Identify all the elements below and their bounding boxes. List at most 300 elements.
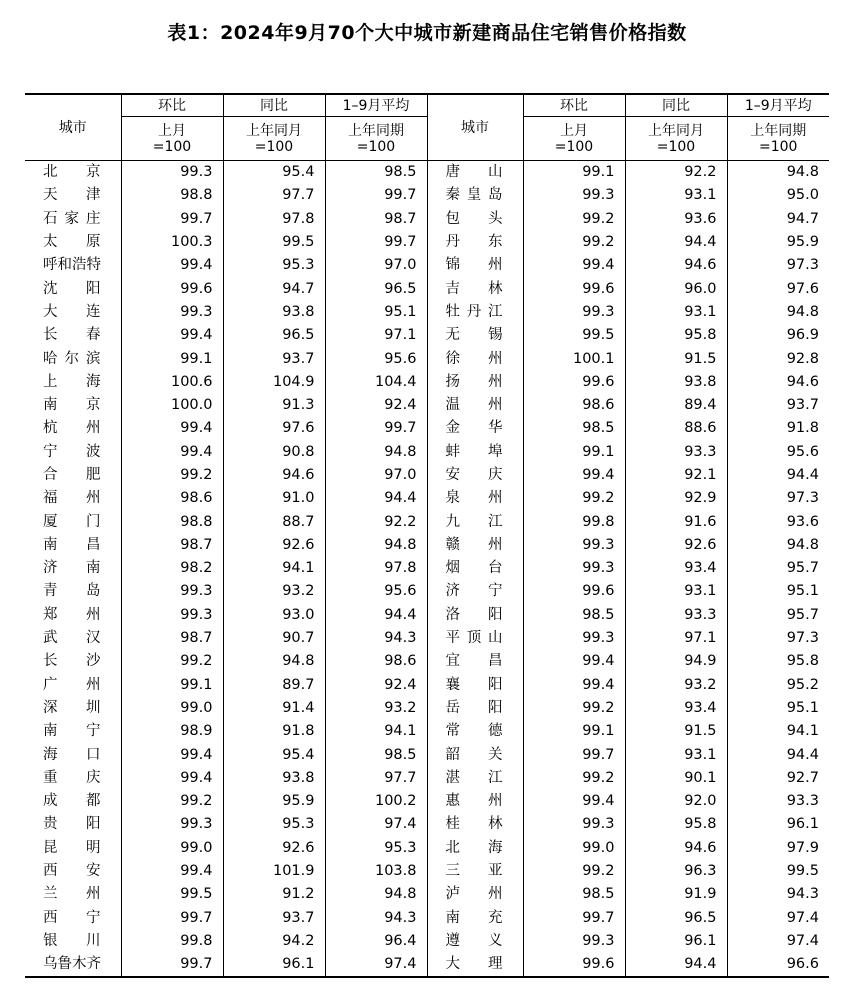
table-row xyxy=(25,394,829,417)
city-name-cell: 海口 xyxy=(43,746,101,763)
table-row xyxy=(25,674,829,697)
city-name-cell: 兰州 xyxy=(43,886,101,903)
yoy-value-cell: 95.3 xyxy=(223,813,325,836)
table-row xyxy=(25,487,829,510)
yoy-value-cell: 93.8 xyxy=(223,301,325,324)
city-name-cell: 赣州 xyxy=(427,534,523,557)
yoy-value-cell: 92.1 xyxy=(625,464,727,487)
city-name-cell: 蚌埠 xyxy=(427,441,523,464)
city-name-cell: 秦皇岛 xyxy=(427,184,523,207)
table-row xyxy=(25,510,829,533)
yoy-value-cell: 93.4 xyxy=(625,697,727,720)
table-row xyxy=(25,743,829,766)
yoy-value-cell: 93.3 xyxy=(625,441,727,464)
table-row xyxy=(25,417,829,440)
city-name-cell: 三亚 xyxy=(427,860,523,883)
yoy-value-cell: 93.7 xyxy=(223,347,325,370)
yoy-value-cell: 97.7 xyxy=(223,184,325,207)
mom-value-cell: 99.1 xyxy=(523,161,625,185)
ytd-value-cell: 94.7 xyxy=(727,208,829,231)
yoy-value-cell: 93.6 xyxy=(625,208,727,231)
mom-value-cell: 99.2 xyxy=(523,231,625,254)
city-name-cell: 韶关 xyxy=(427,743,523,766)
city-name-cell: 遵义 xyxy=(427,930,523,953)
city-name-cell: 扬州 xyxy=(427,371,523,394)
ytd-value-cell: 99.7 xyxy=(325,417,427,440)
table-row xyxy=(25,301,829,324)
mom-value-cell: 99.6 xyxy=(523,953,625,977)
mom-value-cell: 99.8 xyxy=(121,930,223,953)
city-name-cell: 太原 xyxy=(43,234,101,251)
yoy-value-cell: 93.2 xyxy=(223,580,325,603)
table-row xyxy=(25,907,829,930)
yoy-value-cell: 92.2 xyxy=(625,161,727,185)
city-name-cell: 吉林 xyxy=(427,277,523,300)
city-name-cell: 郑州 xyxy=(43,606,101,623)
header-ytd-left: 1–9月平均 xyxy=(325,94,427,117)
ytd-value-cell: 95.6 xyxy=(325,580,427,603)
ytd-value-cell: 94.4 xyxy=(325,487,427,510)
ytd-value-cell: 97.4 xyxy=(727,907,829,930)
ytd-value-cell: 93.3 xyxy=(727,790,829,813)
ytd-value-cell: 94.3 xyxy=(727,883,829,906)
mom-value-cell: 98.6 xyxy=(121,487,223,510)
city-name-cell: 无锡 xyxy=(427,324,523,347)
mom-value-cell: 99.3 xyxy=(121,580,223,603)
city-name-cell: 哈尔滨 xyxy=(43,350,101,367)
table-row xyxy=(25,277,829,300)
city-name-cell: 烟台 xyxy=(427,557,523,580)
mom-value-cell: 99.8 xyxy=(523,510,625,533)
mom-value-cell: 100.3 xyxy=(121,231,223,254)
mom-value-cell: 98.8 xyxy=(121,184,223,207)
ytd-value-cell: 95.8 xyxy=(727,650,829,673)
yoy-value-cell: 88.6 xyxy=(625,417,727,440)
ytd-value-cell: 96.1 xyxy=(727,813,829,836)
city-name-cell: 襄阳 xyxy=(427,674,523,697)
table-row xyxy=(25,650,829,673)
mom-value-cell: 99.2 xyxy=(523,767,625,790)
yoy-value-cell: 94.7 xyxy=(223,277,325,300)
ytd-value-cell: 94.8 xyxy=(727,301,829,324)
ytd-value-cell: 99.7 xyxy=(325,184,427,207)
yoy-value-cell: 94.2 xyxy=(223,930,325,953)
header-mom-base-right: 上月 =100 xyxy=(523,117,625,161)
yoy-value-cell: 99.5 xyxy=(223,231,325,254)
ytd-value-cell: 98.5 xyxy=(325,743,427,766)
page-title: 表1：2024年9月70个大中城市新建商品住宅销售价格指数 xyxy=(167,22,687,44)
ytd-value-cell: 93.6 xyxy=(727,510,829,533)
ytd-value-cell: 95.0 xyxy=(727,184,829,207)
ytd-value-cell: 104.4 xyxy=(325,371,427,394)
yoy-value-cell: 92.6 xyxy=(223,837,325,860)
header-ytd-right: 1–9月平均 xyxy=(727,94,829,117)
yoy-value-cell: 96.5 xyxy=(625,907,727,930)
city-name-cell: 常德 xyxy=(427,720,523,743)
yoy-value-cell: 94.9 xyxy=(625,650,727,673)
yoy-value-cell: 96.5 xyxy=(223,324,325,347)
header-city-right: 城市 xyxy=(427,94,523,161)
yoy-value-cell: 93.7 xyxy=(223,907,325,930)
mom-value-cell: 99.3 xyxy=(523,627,625,650)
ytd-value-cell: 97.3 xyxy=(727,487,829,510)
yoy-value-cell: 93.1 xyxy=(625,184,727,207)
city-name-cell: 昆明 xyxy=(43,839,101,856)
ytd-value-cell: 99.7 xyxy=(325,231,427,254)
city-name-cell: 南京 xyxy=(43,397,101,414)
ytd-value-cell: 94.4 xyxy=(325,604,427,627)
yoy-value-cell: 94.4 xyxy=(625,953,727,977)
mom-value-cell: 99.7 xyxy=(121,953,223,977)
city-name-cell: 长沙 xyxy=(43,653,101,670)
mom-value-cell: 99.4 xyxy=(523,650,625,673)
city-name-cell: 深圳 xyxy=(43,699,101,716)
ytd-value-cell: 94.6 xyxy=(727,371,829,394)
city-name-cell: 武汉 xyxy=(43,630,101,647)
mom-value-cell: 99.7 xyxy=(121,907,223,930)
table-row xyxy=(25,813,829,836)
city-name-cell: 厦门 xyxy=(43,513,101,530)
city-name-cell: 包头 xyxy=(427,208,523,231)
mom-value-cell: 99.2 xyxy=(523,487,625,510)
mom-value-cell: 99.6 xyxy=(523,371,625,394)
mom-value-cell: 99.4 xyxy=(121,767,223,790)
ytd-value-cell: 96.6 xyxy=(727,953,829,977)
ytd-value-cell: 93.2 xyxy=(325,697,427,720)
ytd-value-cell: 94.8 xyxy=(727,161,829,185)
ytd-value-cell: 95.1 xyxy=(325,301,427,324)
ytd-value-cell: 92.4 xyxy=(325,394,427,417)
mom-value-cell: 98.8 xyxy=(121,510,223,533)
yoy-value-cell: 97.1 xyxy=(625,627,727,650)
mom-value-cell: 99.4 xyxy=(523,254,625,277)
ytd-value-cell: 95.1 xyxy=(727,580,829,603)
mom-value-cell: 99.3 xyxy=(523,813,625,836)
yoy-value-cell: 91.0 xyxy=(223,487,325,510)
ytd-value-cell: 94.1 xyxy=(727,720,829,743)
city-name-cell: 南宁 xyxy=(43,723,101,740)
ytd-value-cell: 95.1 xyxy=(727,697,829,720)
ytd-value-cell: 92.2 xyxy=(325,510,427,533)
ytd-value-cell: 97.6 xyxy=(727,277,829,300)
header-yoy-base-left: 上年同月 =100 xyxy=(223,117,325,161)
yoy-value-cell: 96.1 xyxy=(223,953,325,977)
city-name-cell: 天津 xyxy=(43,187,101,204)
city-name-cell: 南充 xyxy=(427,907,523,930)
ytd-value-cell: 92.4 xyxy=(325,674,427,697)
ytd-value-cell: 92.7 xyxy=(727,767,829,790)
mom-value-cell: 99.4 xyxy=(121,417,223,440)
yoy-value-cell: 93.0 xyxy=(223,604,325,627)
ytd-value-cell: 91.8 xyxy=(727,417,829,440)
mom-value-cell: 99.3 xyxy=(523,557,625,580)
table-row xyxy=(25,534,829,557)
price-index-table xyxy=(25,93,829,978)
city-name-cell: 安庆 xyxy=(427,464,523,487)
mom-value-cell: 99.4 xyxy=(121,254,223,277)
table-row xyxy=(25,557,829,580)
mom-value-cell: 99.4 xyxy=(523,464,625,487)
ytd-value-cell: 95.6 xyxy=(727,441,829,464)
city-name-cell: 石家庄 xyxy=(43,210,101,227)
yoy-value-cell: 91.4 xyxy=(223,697,325,720)
city-name-cell: 西安 xyxy=(43,863,101,880)
ytd-value-cell: 94.8 xyxy=(325,883,427,906)
ytd-value-cell: 96.4 xyxy=(325,930,427,953)
city-name-cell: 丹东 xyxy=(427,231,523,254)
yoy-value-cell: 95.4 xyxy=(223,743,325,766)
city-name-cell: 徐州 xyxy=(427,347,523,370)
city-name-cell: 重庆 xyxy=(43,769,101,786)
table-row xyxy=(25,627,829,650)
mom-value-cell: 99.2 xyxy=(121,790,223,813)
city-name-cell: 成都 xyxy=(43,793,101,810)
yoy-value-cell: 89.4 xyxy=(625,394,727,417)
ytd-value-cell: 97.0 xyxy=(325,464,427,487)
city-name-cell: 洛阳 xyxy=(427,604,523,627)
yoy-value-cell: 91.5 xyxy=(625,347,727,370)
yoy-value-cell: 88.7 xyxy=(223,510,325,533)
header-city-left: 城市 xyxy=(25,94,121,161)
mom-value-cell: 99.3 xyxy=(523,930,625,953)
ytd-value-cell: 98.7 xyxy=(325,208,427,231)
table-row xyxy=(25,441,829,464)
city-name-cell: 北京 xyxy=(43,164,101,181)
mom-value-cell: 98.7 xyxy=(121,627,223,650)
city-name-cell: 银川 xyxy=(43,932,101,949)
city-name-cell: 济宁 xyxy=(427,580,523,603)
yoy-value-cell: 93.1 xyxy=(625,580,727,603)
mom-value-cell: 98.6 xyxy=(523,394,625,417)
yoy-value-cell: 92.9 xyxy=(625,487,727,510)
city-name-cell: 南昌 xyxy=(43,536,101,553)
mom-value-cell: 100.0 xyxy=(121,394,223,417)
yoy-value-cell: 92.0 xyxy=(625,790,727,813)
yoy-value-cell: 97.8 xyxy=(223,208,325,231)
mom-value-cell: 99.4 xyxy=(523,674,625,697)
yoy-value-cell: 95.4 xyxy=(223,161,325,185)
city-name-cell: 九江 xyxy=(427,510,523,533)
mom-value-cell: 99.3 xyxy=(121,301,223,324)
mom-value-cell: 99.0 xyxy=(121,697,223,720)
city-name-cell: 宜昌 xyxy=(427,650,523,673)
ytd-value-cell: 95.3 xyxy=(325,837,427,860)
city-name-cell: 惠州 xyxy=(427,790,523,813)
table-row xyxy=(25,767,829,790)
yoy-value-cell: 90.7 xyxy=(223,627,325,650)
table-row xyxy=(25,254,829,277)
mom-value-cell: 99.0 xyxy=(121,837,223,860)
ytd-value-cell: 99.5 xyxy=(727,860,829,883)
mom-value-cell: 98.5 xyxy=(523,417,625,440)
yoy-value-cell: 91.5 xyxy=(625,720,727,743)
table-row xyxy=(25,208,829,231)
city-name-cell: 温州 xyxy=(427,394,523,417)
header-yoy-left: 同比 xyxy=(223,94,325,117)
mom-value-cell: 99.2 xyxy=(523,860,625,883)
yoy-value-cell: 93.2 xyxy=(625,674,727,697)
mom-value-cell: 99.0 xyxy=(523,837,625,860)
yoy-value-cell: 95.3 xyxy=(223,254,325,277)
mom-value-cell: 98.2 xyxy=(121,557,223,580)
mom-value-cell: 99.7 xyxy=(121,208,223,231)
header-mom-base-left: 上月 =100 xyxy=(121,117,223,161)
ytd-value-cell: 97.3 xyxy=(727,254,829,277)
table-row xyxy=(25,883,829,906)
ytd-value-cell: 97.3 xyxy=(727,627,829,650)
yoy-value-cell: 96.1 xyxy=(625,930,727,953)
ytd-value-cell: 94.3 xyxy=(325,907,427,930)
table-row xyxy=(25,161,829,185)
header-yoy-right: 同比 xyxy=(625,94,727,117)
mom-value-cell: 99.1 xyxy=(523,441,625,464)
yoy-value-cell: 92.6 xyxy=(223,534,325,557)
mom-value-cell: 100.6 xyxy=(121,371,223,394)
mom-value-cell: 99.6 xyxy=(523,277,625,300)
mom-value-cell: 99.3 xyxy=(121,604,223,627)
table-row xyxy=(25,790,829,813)
ytd-value-cell: 95.9 xyxy=(727,231,829,254)
ytd-value-cell: 96.9 xyxy=(727,324,829,347)
ytd-value-cell: 97.9 xyxy=(727,837,829,860)
ytd-value-cell: 97.8 xyxy=(325,557,427,580)
yoy-value-cell: 104.9 xyxy=(223,371,325,394)
mom-value-cell: 99.1 xyxy=(121,347,223,370)
yoy-value-cell: 91.6 xyxy=(625,510,727,533)
yoy-value-cell: 94.4 xyxy=(625,231,727,254)
ytd-value-cell: 97.1 xyxy=(325,324,427,347)
ytd-value-cell: 98.6 xyxy=(325,650,427,673)
table-row xyxy=(25,720,829,743)
ytd-value-cell: 94.8 xyxy=(727,534,829,557)
mom-value-cell: 99.1 xyxy=(523,720,625,743)
ytd-value-cell: 94.8 xyxy=(325,441,427,464)
header-ytd-base-right: 上年同期 =100 xyxy=(727,117,829,161)
table-row xyxy=(25,697,829,720)
ytd-value-cell: 103.8 xyxy=(325,860,427,883)
yoy-value-cell: 94.8 xyxy=(223,650,325,673)
mom-value-cell: 99.3 xyxy=(523,301,625,324)
yoy-value-cell: 96.3 xyxy=(625,860,727,883)
table-body xyxy=(25,161,829,978)
city-name-cell: 岳阳 xyxy=(427,697,523,720)
city-name-cell: 贵阳 xyxy=(43,816,101,833)
ytd-value-cell: 95.7 xyxy=(727,557,829,580)
ytd-value-cell: 98.5 xyxy=(325,161,427,185)
mom-value-cell: 99.7 xyxy=(523,907,625,930)
ytd-value-cell: 94.8 xyxy=(325,534,427,557)
yoy-value-cell: 93.8 xyxy=(625,371,727,394)
table-row xyxy=(25,464,829,487)
city-name-cell: 合肥 xyxy=(43,467,101,483)
city-name-cell: 泉州 xyxy=(427,487,523,510)
city-name-cell: 湛江 xyxy=(427,767,523,790)
mom-value-cell: 98.5 xyxy=(523,604,625,627)
header-mom-right: 环比 xyxy=(523,94,625,117)
header-ytd-base-left: 上年同期 =100 xyxy=(325,117,427,161)
yoy-value-cell: 94.6 xyxy=(223,464,325,487)
ytd-value-cell: 97.0 xyxy=(325,254,427,277)
mom-value-cell: 99.2 xyxy=(121,650,223,673)
yoy-value-cell: 94.6 xyxy=(625,254,727,277)
table-row xyxy=(25,837,829,860)
table-row xyxy=(25,347,829,370)
yoy-value-cell: 101.9 xyxy=(223,860,325,883)
yoy-value-cell: 95.8 xyxy=(625,324,727,347)
yoy-value-cell: 93.1 xyxy=(625,301,727,324)
mom-value-cell: 99.4 xyxy=(121,324,223,347)
ytd-value-cell: 92.8 xyxy=(727,347,829,370)
mom-value-cell: 98.9 xyxy=(121,720,223,743)
yoy-value-cell: 92.6 xyxy=(625,534,727,557)
city-name-cell: 上海 xyxy=(43,373,101,390)
city-name-cell: 泸州 xyxy=(427,883,523,906)
yoy-value-cell: 95.9 xyxy=(223,790,325,813)
city-name-cell: 呼和浩特 xyxy=(43,257,101,274)
mom-value-cell: 99.2 xyxy=(523,697,625,720)
table-row xyxy=(25,604,829,627)
city-name-cell: 牡丹江 xyxy=(427,301,523,324)
ytd-value-cell: 93.7 xyxy=(727,394,829,417)
city-name-cell: 杭州 xyxy=(43,420,101,437)
ytd-value-cell: 100.2 xyxy=(325,790,427,813)
city-name-cell: 锦州 xyxy=(427,254,523,277)
ytd-value-cell: 95.7 xyxy=(727,604,829,627)
mom-value-cell: 99.2 xyxy=(523,208,625,231)
table-row xyxy=(25,580,829,603)
mom-value-cell: 98.7 xyxy=(121,534,223,557)
ytd-value-cell: 94.4 xyxy=(727,464,829,487)
yoy-value-cell: 91.8 xyxy=(223,720,325,743)
ytd-value-cell: 97.7 xyxy=(325,767,427,790)
yoy-value-cell: 91.2 xyxy=(223,883,325,906)
ytd-value-cell: 95.2 xyxy=(727,674,829,697)
yoy-value-cell: 93.3 xyxy=(625,604,727,627)
city-name-cell: 沈阳 xyxy=(43,280,101,297)
yoy-value-cell: 93.4 xyxy=(625,557,727,580)
mom-value-cell: 99.4 xyxy=(121,743,223,766)
mom-value-cell: 99.3 xyxy=(523,184,625,207)
ytd-value-cell: 97.4 xyxy=(325,953,427,977)
ytd-value-cell: 97.4 xyxy=(727,930,829,953)
table-row xyxy=(25,371,829,394)
yoy-value-cell: 91.9 xyxy=(625,883,727,906)
city-name-cell: 乌鲁木齐 xyxy=(25,953,121,977)
city-name-cell: 大理 xyxy=(427,953,523,977)
mom-value-cell: 99.5 xyxy=(121,883,223,906)
city-name-cell: 长春 xyxy=(43,327,101,344)
city-name-cell: 金华 xyxy=(427,417,523,440)
ytd-value-cell: 95.6 xyxy=(325,347,427,370)
ytd-value-cell: 97.4 xyxy=(325,813,427,836)
mom-value-cell: 99.5 xyxy=(523,324,625,347)
city-name-cell: 宁波 xyxy=(43,443,101,460)
header-mom-left: 环比 xyxy=(121,94,223,117)
yoy-value-cell: 94.1 xyxy=(223,557,325,580)
mom-value-cell: 99.7 xyxy=(523,743,625,766)
table-row xyxy=(25,953,829,977)
yoy-value-cell: 93.1 xyxy=(625,743,727,766)
city-name-cell: 青岛 xyxy=(43,583,101,600)
ytd-value-cell: 94.1 xyxy=(325,720,427,743)
yoy-value-cell: 91.3 xyxy=(223,394,325,417)
city-name-cell: 唐山 xyxy=(427,161,523,185)
mom-value-cell: 98.5 xyxy=(523,883,625,906)
table-row xyxy=(25,324,829,347)
mom-value-cell: 99.4 xyxy=(121,860,223,883)
yoy-value-cell: 94.6 xyxy=(625,837,727,860)
mom-value-cell: 99.4 xyxy=(121,441,223,464)
